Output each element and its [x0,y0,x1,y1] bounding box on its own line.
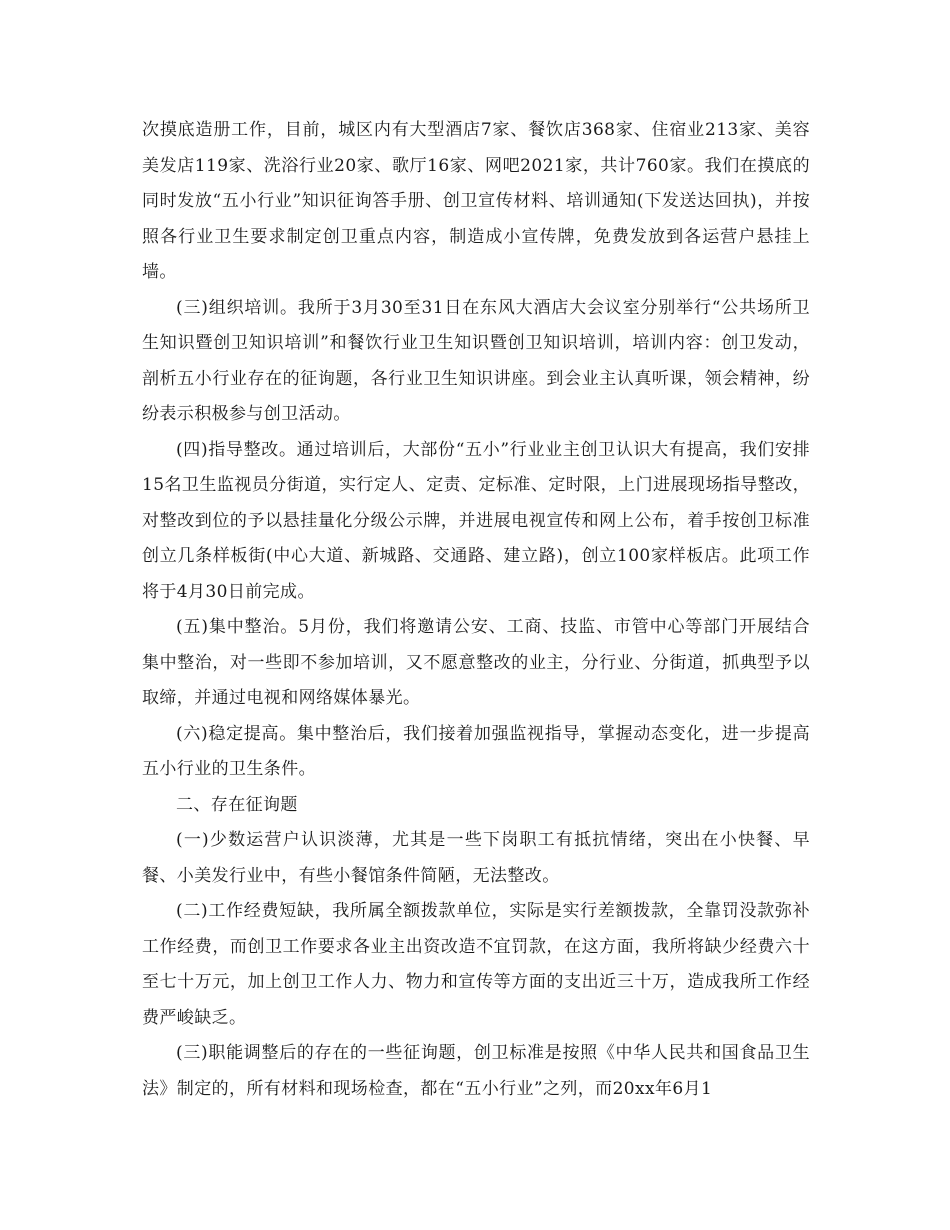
document-body [142,113,810,1107]
paragraph-guide-rectification: (四)指导整改。通过培训后，大部份“五小”行业业主创卫认识大有提高，我们安排15名卫生监视员分街道，实行定人、定责、定标准、定时限，上门进展现场指导整改，对整改到位的予以悬挂量化分级公示牌，并进展电视宣传和网上公布，着手按创卫标准创立几条样板街(中心大道、新城路、交通路、建立路)，创立100家样板店。此项工作将于4月30日前完成。 [142,439,810,602]
paragraph-organize-training: (三)组织培训。我所于3月30至31日在东风大酒店大会议室分别举行“公共场所卫生知识暨创卫知识培训”和餐饮行业卫生知识暨创卫知识培训，培训内容：创卫发动，剖析五小行业存在的征询题，各行业卫生知识讲座。到会业主认真听课，领会精神，纷纷表示积极参与创卫活动。 [142,297,810,424]
paragraph-problem-funding: (二)工作经费短缺，我所属全额拨款单位，实际是实行差额拨款，全靠罚没款弥补工作经费，而创卫工作要求各业主出资改造不宜罚款，在这方面，我所将缺少经费六十至七十万元，加上创卫工作人力、物力和宣传等方面的支出近三十万，造成我所工作经费严峻缺乏。 [142,901,810,1028]
paragraph-problem-function-adjustment: (三)职能调整后的存在的一些征询题，创卫标准是按照《中华人民共和国食品卫生法》制定的，所有材料和现场检查，都在“五小行业”之列，而20xx年6月1 [142,1043,810,1099]
paragraph-intro: 次摸底造册工作，目前，城区内有大型酒店7家、餐饮店368家、住宿业213家、美容美发店119家、洗浴行业20家、歌厅16家、网吧2021家，共计760家。我们在摸底的同时发放“五小行业”知识征询答手册、创卫宣传材料、培训通知(下发送达回执)，并按照各行业卫生要求制定创卫重点内容，制造成小宣传牌，免费发放到各运营户悬挂上墙。 [142,120,810,282]
paragraph-centralized-rectification: (五)集中整治。5月份，我们将邀请公安、工商、技监、市管中心等部门开展结合集中整治，对一些即不参加培训，又不愿意整改的业主，分行业、分街道，抓典型予以取缔，并通过电视和网络媒体暴光。 [142,617,810,708]
paragraph-problem-awareness: (一)少数运营户认识淡薄，尤其是一些下岗职工有抵抗情绪，突出在小快餐、早餐、小美发行业中，有些小餐馆条件简陋，无法整改。 [142,830,810,886]
paragraph-stabilize-improve: (六)稳定提高。集中整治后，我们接着加强监视指导，掌握动态变化，进一步提高五小行业的卫生条件。 [142,723,810,779]
section-heading-problems: 二、存在征询题 [176,794,298,815]
